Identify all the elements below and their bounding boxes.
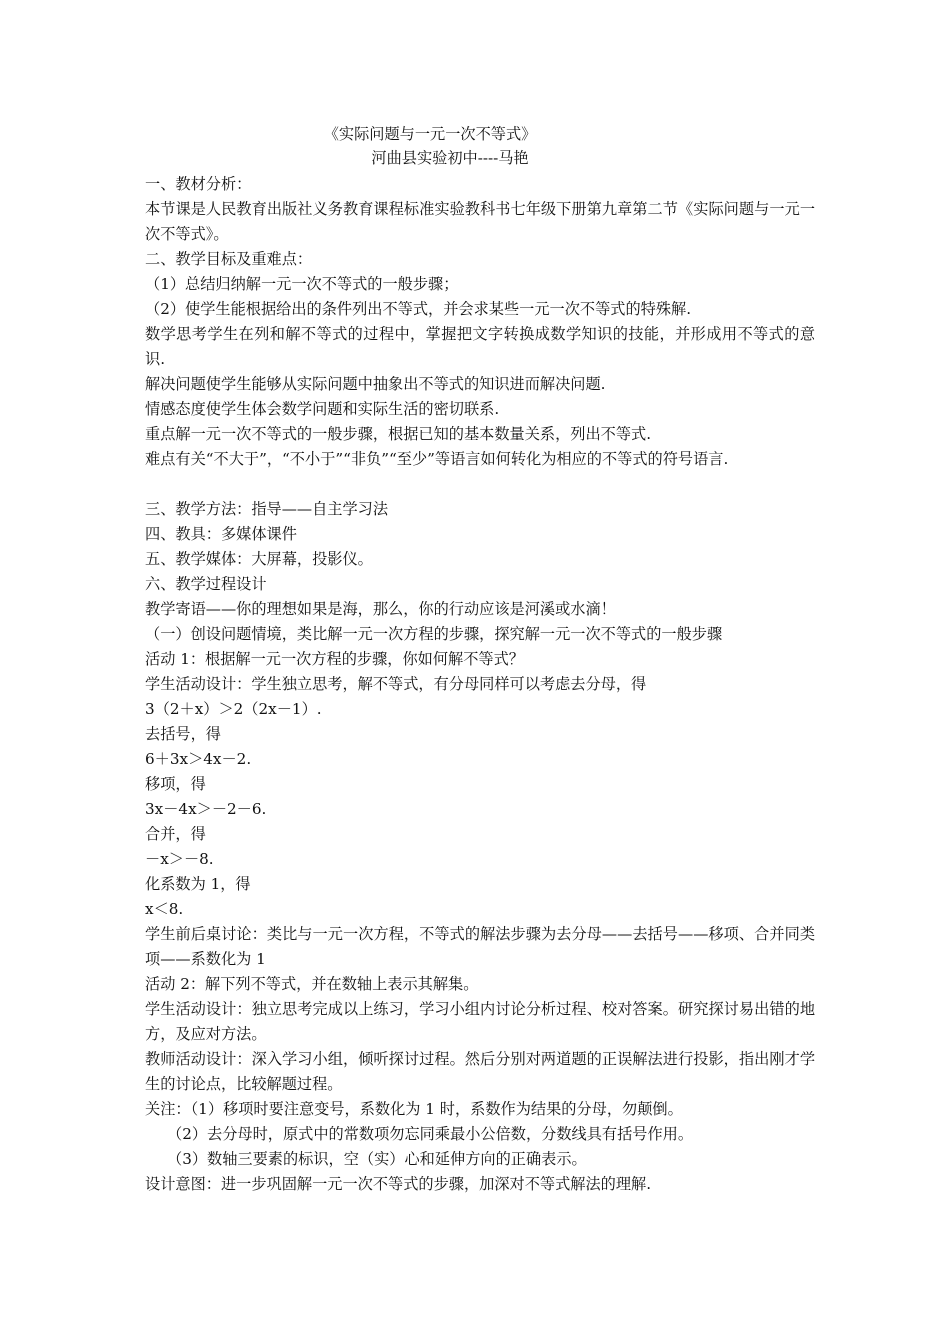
paragraph-line: 学生前后桌讨论：类比与一元一次方程，不等式的解法步骤为去分母——去括号——移项、合并同类项——系数化为 1 — [145, 925, 815, 968]
paragraph-line: （2）使学生能根据给出的条件列出不等式，并会求某些一元一次不等式的特殊解. — [145, 300, 692, 318]
paragraph-line: （1）总结归纳解一元一次不等式的一般步骤； — [145, 275, 459, 293]
paragraph-line: 教师活动设计：深入学习小组，倾听探讨过程。然后分别对两道题的正误解法进行投影，指出刚才学生的讨论点，比较解题过程。 — [145, 1050, 815, 1093]
paragraph-line: 化系数为 1，得 — [145, 875, 251, 893]
document-title: 《实际问题与一元一次不等式》 — [323, 125, 537, 143]
paragraph-line: 四、教具：多媒体课件 — [145, 525, 297, 543]
paragraph-line: （一）创设问题情境，类比解一元一次方程的步骤，探究解一元一次不等式的一般步骤 — [145, 625, 723, 643]
paragraph-line: 解决问题使学生能够从实际问题中抽象出不等式的知识进而解决问题. — [145, 375, 606, 393]
paragraph-line: 去括号，得 — [145, 725, 221, 743]
paragraph-line: 二、教学目标及重难点： — [145, 250, 313, 268]
paragraph-line: 关注：（1）移项时要注意变号，系数化为 1 时，系数作为结果的分母，勿颠倒。 — [145, 1100, 683, 1118]
paragraph-line: 重点解一元一次不等式的一般步骤，根据已知的基本数量关系，列出不等式. — [145, 425, 652, 443]
paragraph-line: 活动 2：解下列不等式，并在数轴上表示其解集。 — [145, 975, 479, 993]
paragraph-line: 三、教学方法：指导——自主学习法 — [145, 500, 388, 518]
paragraph-line: －x＞－8. — [145, 850, 214, 868]
paragraph-line: 本节课是人民教育出版社义务教育课程标准实验教科书七年级下册第九章第二节《实际问题与一元一次不等式》。 — [145, 200, 815, 243]
paragraph-line: 情感态度使学生体会数学问题和实际生活的密切联系. — [145, 400, 500, 418]
document-author: 河曲县实验初中----马艳 — [371, 149, 529, 167]
document-body — [145, 172, 815, 1197]
paragraph-line: （2）去分母时，原式中的常数项勿忘同乘最小公倍数，分数线具有括号作用。 — [167, 1125, 694, 1143]
paragraph-line: 一、教材分析： — [145, 175, 252, 193]
paragraph-line: 教学寄语——你的理想如果是海，那么，你的行动应该是河溪或水滴！ — [145, 600, 616, 618]
paragraph-line: 数学思考学生在列和解不等式的过程中，掌握把文字转换成数学知识的技能，并形成用不等式的意识. — [145, 325, 815, 368]
paragraph-line: 六、教学过程设计 — [145, 575, 267, 593]
paragraph-line: 移项，得 — [145, 775, 206, 793]
paragraph-line: 五、教学媒体：大屏幕，投影仪。 — [145, 550, 373, 568]
paragraph-line: 难点有关“不大于”，“不小于”“非负”“至少”等语言如何转化为相应的不等式的符号语言. — [145, 450, 729, 468]
paragraph-line: （3）数轴三要素的标识，空（实）心和延伸方向的正确表示。 — [167, 1150, 587, 1168]
paragraph-line: 3（2＋x）＞2（2x－1）. — [145, 700, 322, 718]
paragraph-line: 学生活动设计：独立思考完成以上练习，学习小组内讨论分析过程、校对答案。研究探讨易出错的地方，及应对方法。 — [145, 1000, 815, 1043]
paragraph-line: 学生活动设计：学生独立思考，解不等式，有分母同样可以考虑去分母，得 — [145, 675, 647, 693]
paragraph-line: 3x－4x＞－2－6. — [145, 800, 267, 818]
paragraph-line: 活动 1：根据解一元一次方程的步骤，你如何解不等式？ — [145, 650, 524, 668]
paragraph-line: 合并，得 — [145, 825, 206, 843]
paragraph-line: 6＋3x＞4x－2. — [145, 750, 252, 768]
paragraph-line: x＜8. — [145, 900, 184, 918]
paragraph-line: 设计意图：进一步巩固解一元一次不等式的步骤，加深对不等式解法的理解. — [145, 1175, 652, 1193]
paragraph-line — [145, 472, 815, 497]
